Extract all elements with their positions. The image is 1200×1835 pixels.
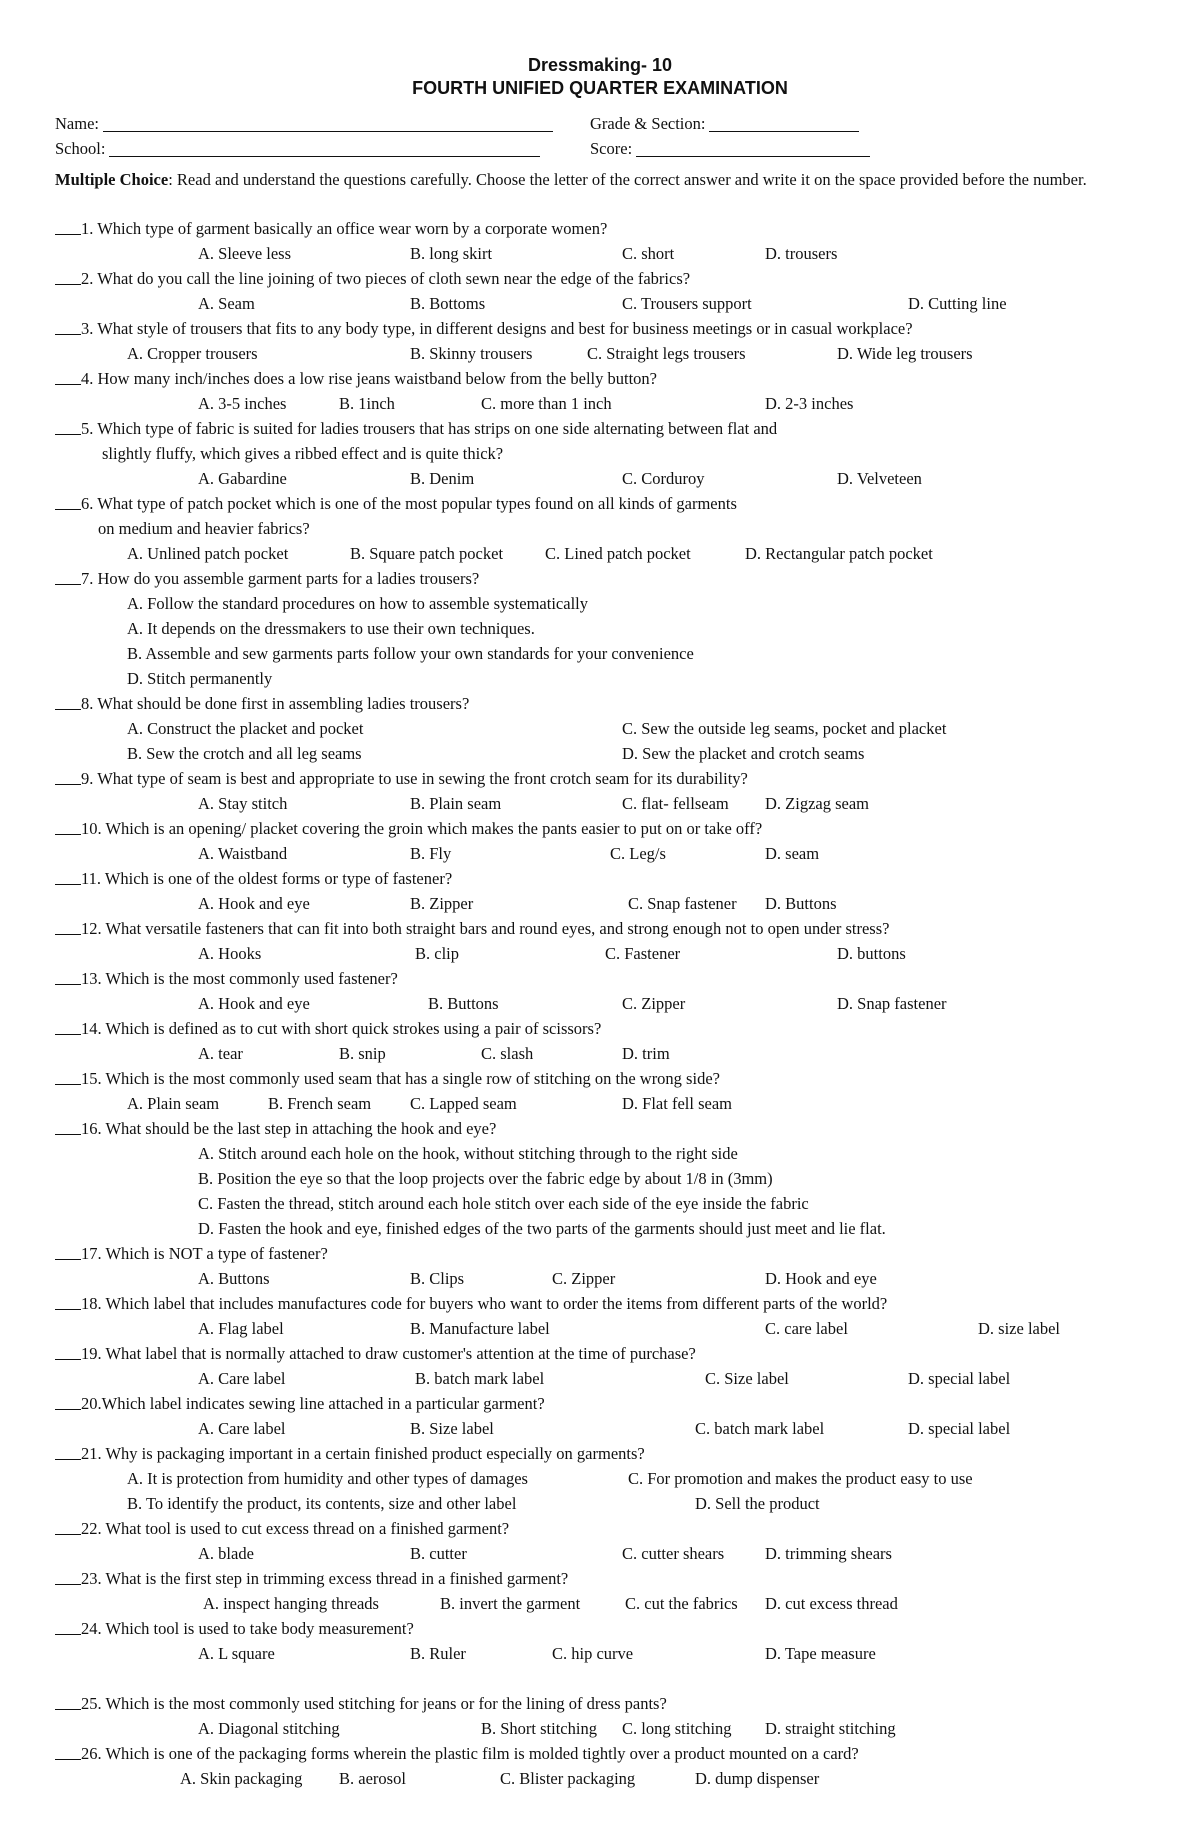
question-13 — [55, 969, 398, 989]
choice-8-1: A. Construct the placket and pocket — [127, 719, 364, 738]
choice-22-4: D. trimming shears — [765, 1544, 892, 1563]
choice-25-3: C. long stitching — [622, 1719, 732, 1738]
choice-18-3: C. care label — [765, 1319, 848, 1338]
choice-12-3: C. Fastener — [605, 944, 681, 963]
choice-20-3: C. batch mark label — [695, 1419, 825, 1438]
choice-20-1: A. Care label — [198, 1419, 286, 1438]
question-6 — [55, 494, 737, 514]
question-text-11: 11. Which is one of the oldest forms or type of fastener? — [81, 869, 453, 888]
question-text-5: 5. Which type of fabric is suited for ladies trousers that has strips on one side alternating between flat and — [81, 419, 778, 438]
answer-blank-23[interactable] — [55, 1570, 81, 1585]
choice-9-1: A. Stay stitch — [198, 794, 288, 813]
choice-4-2: B. 1inch — [339, 394, 395, 413]
choice-7-3: B. Assemble and sew garments parts follow your own standards for your convenience — [127, 644, 694, 663]
question-18 — [55, 1294, 887, 1314]
choice-1-1: A. Sleeve less — [198, 244, 292, 263]
choice-26-4: D. dump dispenser — [695, 1769, 820, 1788]
answer-blank-24[interactable] — [55, 1620, 81, 1635]
choice-14-3: C. slash — [481, 1044, 534, 1063]
answer-blank-9[interactable] — [55, 770, 81, 785]
choice-13-1: A. Hook and eye — [198, 994, 310, 1013]
choice-18-2: B. Manufacture label — [410, 1319, 550, 1338]
choice-13-2: B. Buttons — [428, 994, 499, 1013]
choice-12-2: B. clip — [415, 944, 459, 963]
choice-2-1: A. Seam — [198, 294, 255, 313]
question-text-17: 17. Which is NOT a type of fastener? — [81, 1244, 328, 1263]
question-text-3: 3. What style of trousers that fits to any body type, in different designs and best for business meetings or in casual workplace? — [81, 319, 913, 338]
choice-19-2: B. batch mark label — [415, 1369, 545, 1388]
choice-25-4: D. straight stitching — [765, 1719, 896, 1738]
question-15 — [55, 1069, 720, 1089]
answer-blank-7[interactable] — [55, 570, 81, 585]
choice-8-2: C. Sew the outside leg seams, pocket and placket — [622, 719, 947, 738]
choice-22-1: A. blade — [198, 1544, 254, 1563]
choice-15-3: C. Lapped seam — [410, 1094, 517, 1113]
choice-5-2: B. Denim — [410, 469, 475, 488]
choice-5-3: C. Corduroy — [622, 469, 705, 488]
choice-11-3: C. Snap fastener — [628, 894, 737, 913]
choice-11-2: B. Zipper — [410, 894, 474, 913]
choice-9-3: C. flat- fellseam — [622, 794, 729, 813]
name-line[interactable] — [103, 114, 553, 132]
question-text-16: 16. What should be the last step in attaching the hook and eye? — [81, 1119, 497, 1138]
question-5 — [55, 419, 777, 439]
question-text-2: 2. What do you call the line joining of two pieces of cloth sewn near the edge of the fabrics? — [81, 269, 691, 288]
choice-24-3: C. hip curve — [552, 1644, 634, 1663]
answer-blank-3[interactable] — [55, 320, 81, 335]
score-field — [590, 139, 870, 159]
choice-5-1: A. Gabardine — [198, 469, 287, 488]
question-11 — [55, 869, 452, 889]
school-field — [55, 139, 540, 159]
question-text-22: 22. What tool is used to cut excess thread on a finished garment? — [81, 1519, 510, 1538]
choice-23-4: D. cut excess thread — [765, 1594, 898, 1613]
school-line[interactable] — [109, 139, 540, 157]
question-10 — [55, 819, 762, 839]
grade-section-label: Grade & Section: — [590, 114, 706, 133]
question-17 — [55, 1244, 328, 1264]
question-22 — [55, 1519, 509, 1539]
answer-blank-21[interactable] — [55, 1445, 81, 1460]
answer-blank-19[interactable] — [55, 1345, 81, 1360]
choice-20-2: B. Size label — [410, 1419, 494, 1438]
choice-15-1: A. Plain seam — [127, 1094, 220, 1113]
question-text-12: 12. What versatile fasteners that can fit into both straight bars and round eyes, and strong enough not to open under stress? — [81, 919, 890, 938]
choice-1-4: D. trousers — [765, 244, 838, 263]
question-4 — [55, 369, 657, 389]
choice-8-4: D. Sew the placket and crotch seams — [622, 744, 865, 763]
question-7 — [55, 569, 479, 589]
choice-3-2: B. Skinny trousers — [410, 344, 533, 363]
choice-15-4: D. Flat fell seam — [622, 1094, 732, 1113]
choice-10-4: D. seam — [765, 844, 820, 863]
choice-12-1: A. Hooks — [198, 944, 262, 963]
choice-15-2: B. French seam — [268, 1094, 372, 1113]
question-text-23: 23. What is the first step in trimming excess thread in a finished garment? — [81, 1569, 569, 1588]
answer-blank-8[interactable] — [55, 695, 81, 710]
choice-12-4: D. buttons — [837, 944, 906, 963]
choice-26-2: B. aerosol — [339, 1769, 406, 1788]
choice-24-4: D. Tape measure — [765, 1644, 876, 1663]
question-text-14: 14. Which is defined as to cut with short quick strokes using a pair of scissors? — [81, 1019, 602, 1038]
question-text-9: 9. What type of seam is best and appropriate to use in sewing the front crotch seam for its durability? — [81, 769, 748, 788]
instructions-label: Multiple Choice — [55, 170, 169, 189]
answer-blank-18[interactable] — [55, 1295, 81, 1310]
choice-10-3: C. Leg/s — [610, 844, 666, 863]
choice-4-3: C. more than 1 inch — [481, 394, 612, 413]
question-16 — [55, 1119, 496, 1139]
choice-19-4: D. special label — [908, 1369, 1011, 1388]
choice-2-2: B. Bottoms — [410, 294, 486, 313]
choice-3-1: A. Cropper trousers — [127, 344, 258, 363]
question-text-7: 7. How do you assemble garment parts for a ladies trousers? — [81, 569, 480, 588]
answer-blank-15[interactable] — [55, 1070, 81, 1085]
choice-9-4: D. Zigzag seam — [765, 794, 870, 813]
choice-19-3: C. Size label — [705, 1369, 789, 1388]
question-25 — [55, 1694, 667, 1714]
choice-7-4: D. Stitch permanently — [127, 669, 273, 688]
answer-blank-13[interactable] — [55, 970, 81, 985]
question-text-8: 8. What should be done first in assembling ladies trousers? — [81, 694, 470, 713]
exam-title: Dressmaking- 10 — [527, 55, 673, 75]
choice-9-2: B. Plain seam — [410, 794, 502, 813]
answer-blank-1[interactable] — [55, 220, 81, 235]
question-20 — [55, 1394, 545, 1414]
choice-6-4: D. Rectangular patch pocket — [745, 544, 933, 563]
question-text-20: 20.Which label indicates sewing line attached in a particular garment? — [81, 1394, 545, 1413]
answer-blank-25[interactable] — [55, 1695, 81, 1710]
question-text-18: 18. Which label that includes manufactures code for buyers who want to order the items from different parts of the world? — [81, 1294, 888, 1313]
answer-blank-16[interactable] — [55, 1120, 81, 1135]
choice-22-3: C. cutter shears — [622, 1544, 725, 1563]
answer-blank-17[interactable] — [55, 1245, 81, 1260]
answer-blank-2[interactable] — [55, 270, 81, 285]
choice-17-3: C. Zipper — [552, 1269, 616, 1288]
choice-16-3: C. Fasten the thread, stitch around each hole stitch over each side of the eye inside the fabric — [198, 1194, 809, 1213]
question-24 — [55, 1619, 414, 1639]
question-text-10: 10. Which is an opening/ placket covering the groin which makes the pants easier to put on or take off? — [81, 819, 763, 838]
choice-11-1: A. Hook and eye — [198, 894, 310, 913]
answer-blank-26[interactable] — [55, 1745, 81, 1760]
choice-20-4: D. special label — [908, 1419, 1011, 1438]
question-21 — [55, 1444, 645, 1464]
choice-16-1: A. Stitch around each hole on the hook, without stitching through to the right side — [198, 1144, 738, 1163]
choice-3-3: C. Straight legs trousers — [587, 344, 746, 363]
question-9 — [55, 769, 748, 789]
choice-18-1: A. Flag label — [198, 1319, 284, 1338]
question-1 — [55, 219, 607, 239]
question-19 — [55, 1344, 696, 1364]
choice-26-1: A. Skin packaging — [180, 1769, 303, 1788]
choice-6-3: C. Lined patch pocket — [545, 544, 691, 563]
choice-18-4: D. size label — [978, 1319, 1061, 1338]
question-3 — [55, 319, 913, 339]
instructions — [55, 168, 1155, 192]
choice-13-4: D. Snap fastener — [837, 994, 947, 1013]
choice-10-1: A. Waistband — [198, 844, 288, 863]
question-8 — [55, 694, 469, 714]
choice-17-4: D. Hook and eye — [765, 1269, 877, 1288]
choice-16-2: B. Position the eye so that the loop projects over the fabric edge by about 1/8 in (3mm) — [198, 1169, 773, 1188]
choice-17-2: B. Clips — [410, 1269, 465, 1288]
question-12 — [55, 919, 889, 939]
choice-17-1: A. Buttons — [198, 1269, 270, 1288]
answer-blank-22[interactable] — [55, 1520, 81, 1535]
choice-23-3: C. cut the fabrics — [625, 1594, 738, 1613]
choice-24-1: A. L square — [198, 1644, 275, 1663]
question-26 — [55, 1744, 859, 1764]
choice-24-2: B. Ruler — [410, 1644, 466, 1663]
choice-10-2: B. Fly — [410, 844, 452, 863]
question-23 — [55, 1569, 568, 1589]
question-text-cont-5: slightly fluffy, which gives a ribbed effect and is quite thick? — [102, 444, 504, 463]
choice-3-4: D. Wide leg trousers — [837, 344, 973, 363]
question-text-21: 21. Why is packaging important in a certain finished product especially on garments? — [81, 1444, 645, 1463]
score-label: Score: — [590, 139, 633, 158]
question-text-15: 15. Which is the most commonly used seam that has a single row of stitching on the wrong side? — [81, 1069, 720, 1088]
choice-14-1: A. tear — [198, 1044, 243, 1063]
choice-21-4: D. Sell the product — [695, 1494, 820, 1513]
choice-7-1: A. Follow the standard procedures on how to assemble systematically — [127, 594, 588, 613]
name-label: Name: — [55, 114, 99, 133]
choice-21-1: A. It is protection from humidity and other types of damages — [127, 1469, 528, 1488]
choice-23-1: A. inspect hanging threads — [203, 1594, 379, 1613]
choice-1-3: C. short — [622, 244, 675, 263]
choice-6-1: A. Unlined patch pocket — [127, 544, 289, 563]
choice-21-2: C. For promotion and makes the product easy to use — [628, 1469, 973, 1488]
choice-16-4: D. Fasten the hook and eye, finished edges of the two parts of the garments should just meet and lie flat. — [198, 1219, 886, 1238]
answer-blank-14[interactable] — [55, 1020, 81, 1035]
answer-blank-5[interactable] — [55, 420, 81, 435]
choice-4-4: D. 2-3 inches — [765, 394, 854, 413]
question-text-6: 6. What type of patch pocket which is one of the most popular types found on all kinds of garments — [81, 494, 737, 513]
question-2 — [55, 269, 690, 289]
instructions-text: : Read and understand the questions carefully. Choose the letter of the correct answer and write it on the space provided before the number. — [168, 170, 1087, 189]
grade-section-line[interactable] — [709, 114, 859, 132]
answer-blank-10[interactable] — [55, 820, 81, 835]
choice-4-1: A. 3-5 inches — [198, 394, 287, 413]
choice-14-4: D. trim — [622, 1044, 670, 1063]
grade-section-field — [590, 114, 859, 134]
question-text-25: 25. Which is the most commonly used stitching for jeans or for the lining of dress pants? — [81, 1694, 667, 1713]
choice-14-2: B. snip — [339, 1044, 386, 1063]
answer-blank-20[interactable] — [55, 1395, 81, 1410]
question-14 — [55, 1019, 601, 1039]
answer-blank-11[interactable] — [55, 870, 81, 885]
choice-26-3: C. Blister packaging — [500, 1769, 636, 1788]
choice-23-2: B. invert the garment — [440, 1594, 581, 1613]
choice-7-2: A. It depends on the dressmakers to use their own techniques. — [127, 619, 535, 638]
choice-1-2: B. long skirt — [410, 244, 493, 263]
answer-blank-12[interactable] — [55, 920, 81, 935]
exam-subtitle: FOURTH UNIFIED QUARTER EXAMINATION — [412, 78, 788, 98]
answer-blank-6[interactable] — [55, 495, 81, 510]
question-text-19: 19. What label that is normally attached to draw customer's attention at the time of purchase? — [81, 1344, 696, 1363]
question-text-cont-6: on medium and heavier fabrics? — [98, 519, 310, 538]
choice-11-4: D. Buttons — [765, 894, 837, 913]
choice-22-2: B. cutter — [410, 1544, 467, 1563]
school-label: School: — [55, 139, 106, 158]
choice-19-1: A. Care label — [198, 1369, 286, 1388]
question-text-4: 4. How many inch/inches does a low rise jeans waistband below from the belly button? — [81, 369, 657, 388]
question-text-13: 13. Which is the most commonly used fastener? — [81, 969, 398, 988]
choice-25-2: B. Short stitching — [481, 1719, 597, 1738]
choice-2-3: C. Trousers support — [622, 294, 752, 313]
choice-2-4: D. Cutting line — [908, 294, 1007, 313]
choice-25-1: A. Diagonal stitching — [198, 1719, 340, 1738]
question-text-24: 24. Which tool is used to take body measurement? — [81, 1619, 414, 1638]
choice-6-2: B. Square patch pocket — [350, 544, 504, 563]
name-field — [55, 114, 553, 134]
choice-8-3: B. Sew the crotch and all leg seams — [127, 744, 362, 763]
score-line[interactable] — [636, 139, 870, 157]
answer-blank-4[interactable] — [55, 370, 81, 385]
choice-5-4: D. Velveteen — [837, 469, 922, 488]
choice-21-3: B. To identify the product, its contents, size and other label — [127, 1494, 517, 1513]
choice-13-3: C. Zipper — [622, 994, 686, 1013]
question-text-26: 26. Which is one of the packaging forms wherein the plastic film is molded tightly over a product mounted on a card? — [81, 1744, 859, 1763]
question-text-1: 1. Which type of garment basically an office wear worn by a corporate women? — [81, 219, 608, 238]
